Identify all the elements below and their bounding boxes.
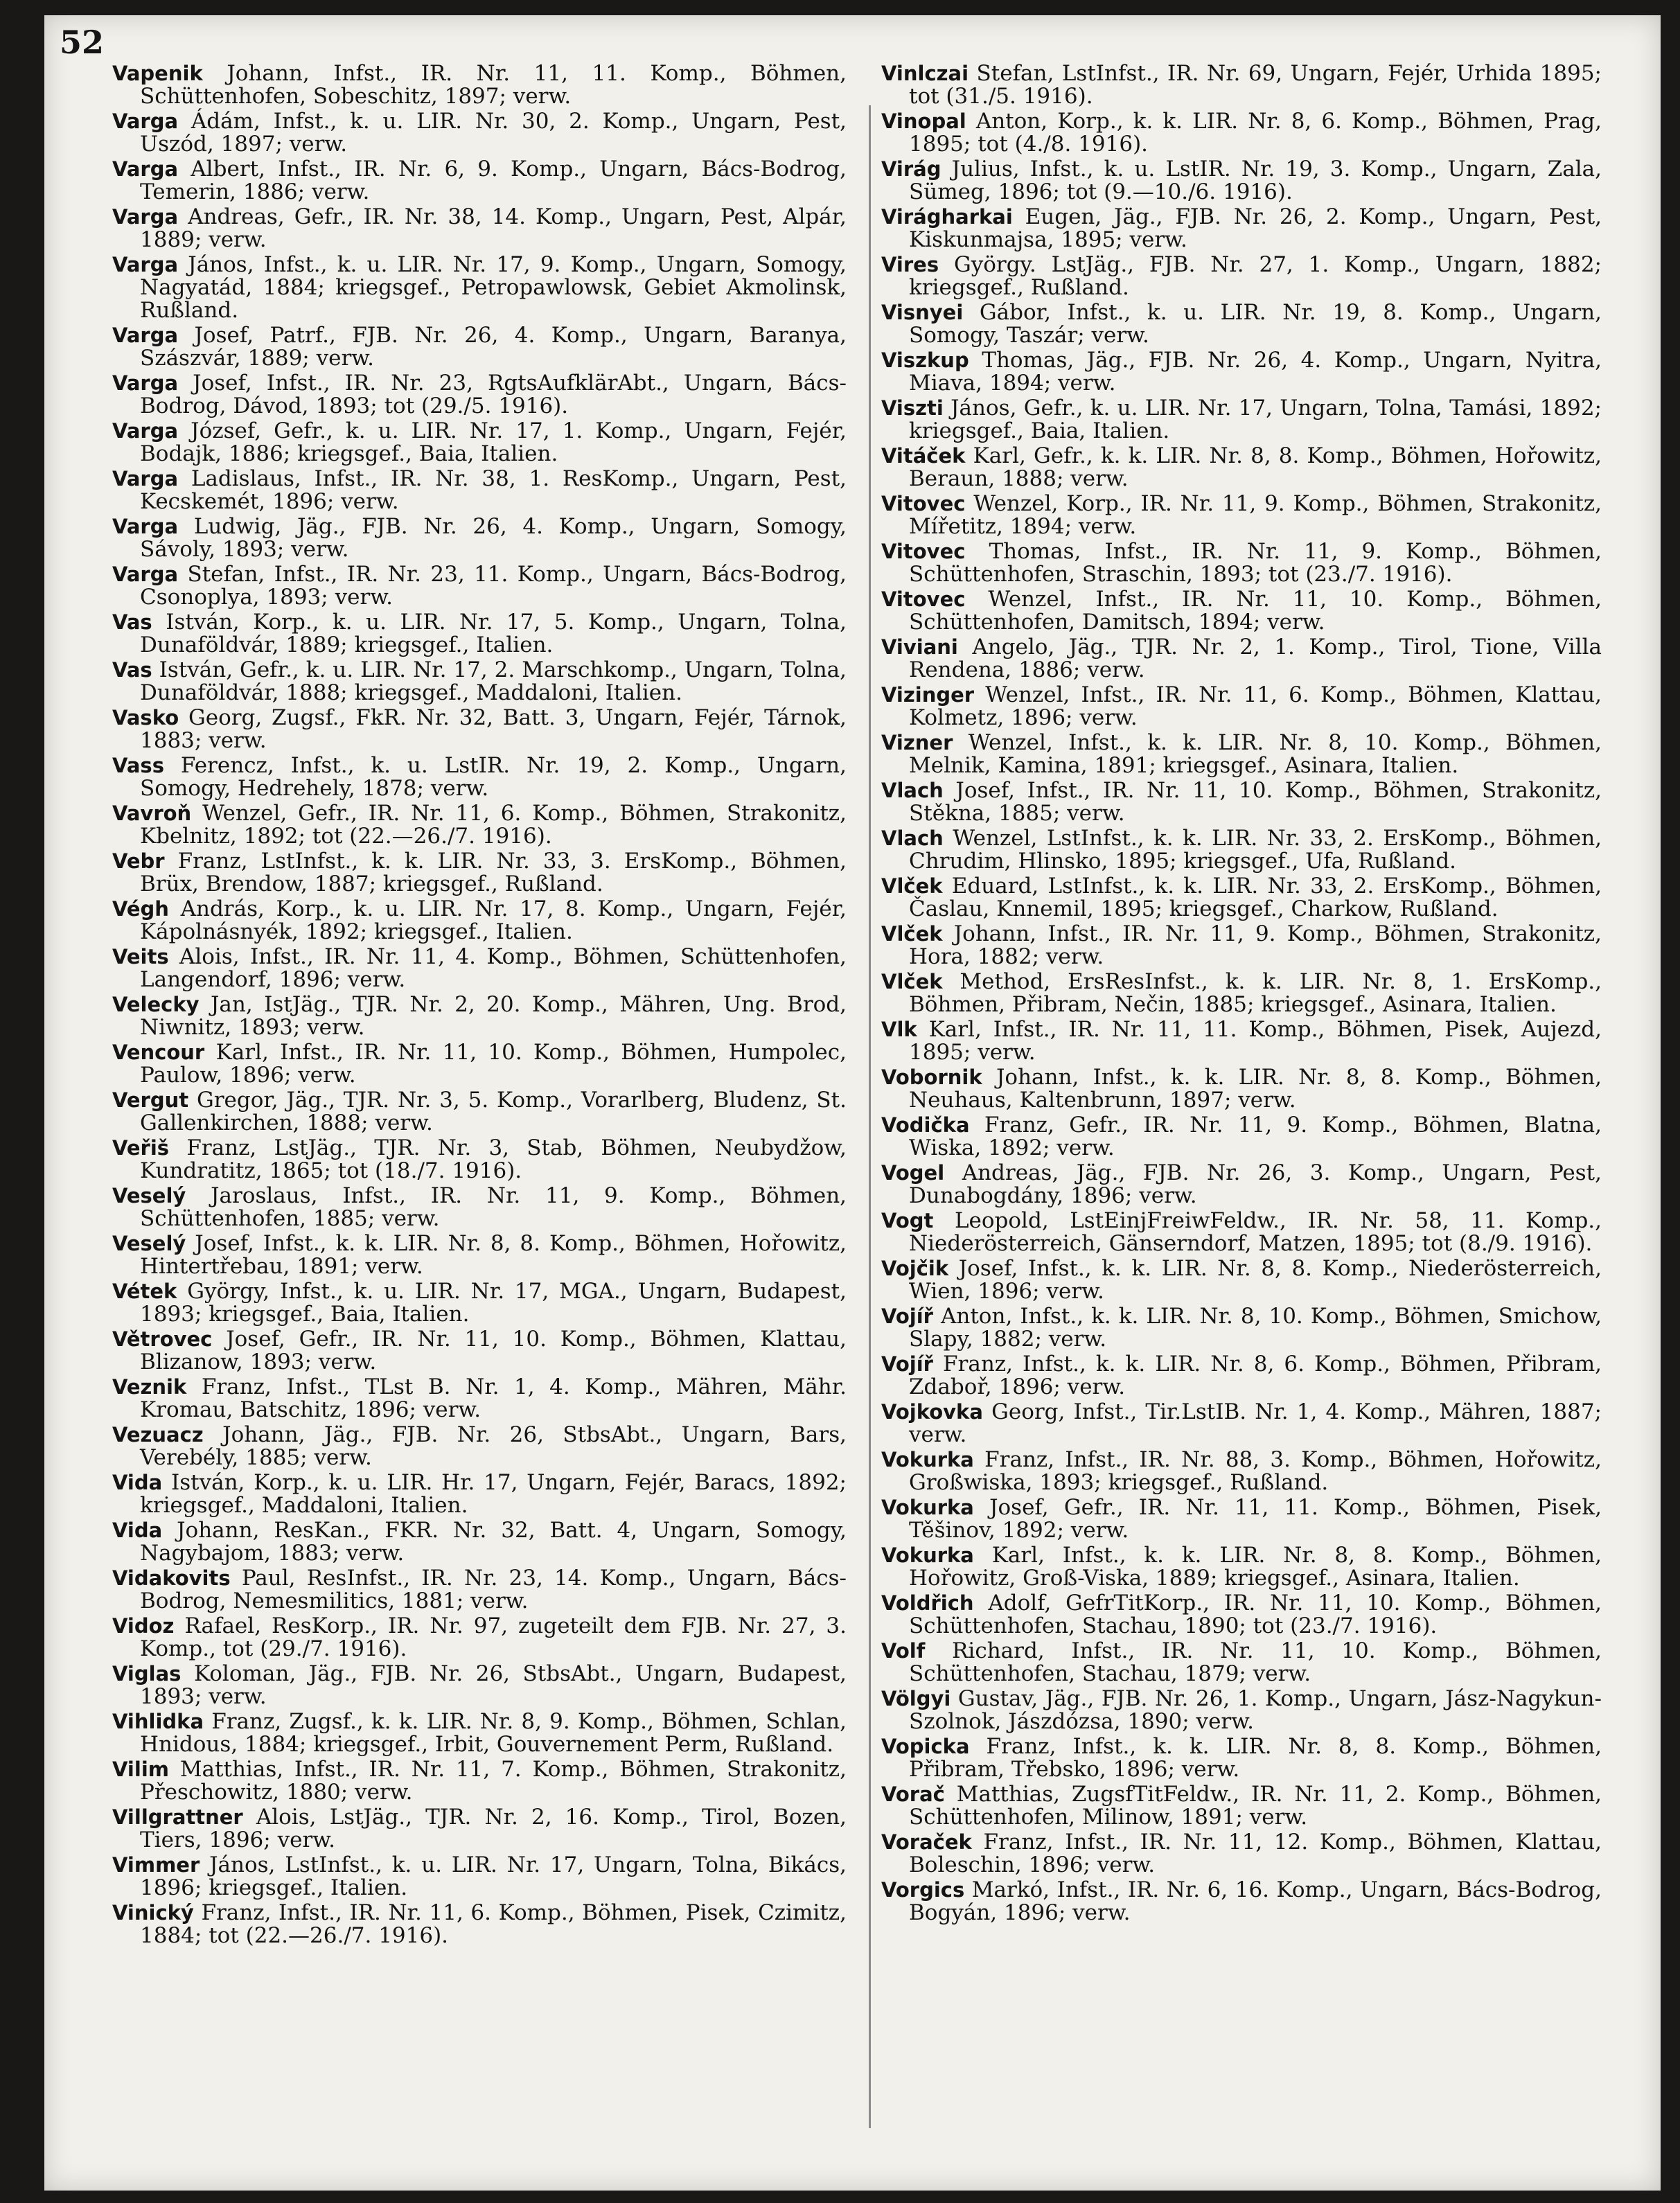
entry-surname: Vokurka bbox=[881, 1496, 974, 1519]
entry-details: József, Gefr., k. u. LIR. Nr. 17, 1. Komp., Ungarn, Fejér, Bodajk, 1886; kriegsgef., Baia, Italien. bbox=[140, 418, 847, 466]
entry-details: Koloman, Jäg., FJB. Nr. 26, StbsAbt., Ungarn, Budapest, 1893; verw. bbox=[140, 1661, 847, 1709]
entry-details: Matthias, ZugsfTitFeldw., IR. Nr. 11, 2. Komp., Böhmen, Schüttenhofen, Milinow, 1891; verw. bbox=[909, 1782, 1602, 1830]
register-entry bbox=[112, 110, 847, 156]
entry-surname: Vobornik bbox=[881, 1065, 982, 1089]
entry-surname: Varga bbox=[112, 205, 179, 229]
entry-details: Eduard, LstInfst., k. k. LIR. Nr. 33, 2. ErsKomp., Böhmen, Časlau, Knnemil, 1895; kriegsgef., Charkow, Rußland. bbox=[909, 874, 1602, 921]
entry-details: György. LstJäg., FJB. Nr. 27, 1. Komp., Ungarn, 1882; kriegsgef., Rußland. bbox=[909, 252, 1602, 300]
entry-details: Anton, Korp., k. k. LIR. Nr. 8, 6. Komp., Böhmen, Prag, 1895; tot (4./8. 1916). bbox=[909, 109, 1602, 157]
entry-details: Markó, Infst., IR. Nr. 6, 16. Komp., Ungarn, Bács-Bodrog, Bogyán, 1896; verw. bbox=[909, 1877, 1602, 1925]
entry-surname: Vogel bbox=[881, 1161, 945, 1185]
register-entry bbox=[112, 850, 847, 896]
register-entry bbox=[881, 732, 1602, 777]
register-entry bbox=[112, 1854, 847, 1900]
entry-surname: Vojíř bbox=[881, 1352, 933, 1376]
register-entry bbox=[881, 301, 1602, 347]
entry-details: György, Infst., k. u. LIR. Nr. 17, MGA., Ungarn, Budapest, 1893; kriegsgef., Baia, Italien. bbox=[140, 1279, 847, 1327]
entry-surname: Vidakovits bbox=[112, 1566, 231, 1590]
entry-details: Franz, Gefr., IR. Nr. 11, 9. Komp., Böhmen, Blatna, Wiska, 1892; verw. bbox=[909, 1113, 1602, 1160]
register-entry bbox=[112, 1376, 847, 1422]
entry-surname: Vorgics bbox=[881, 1878, 965, 1902]
entry-surname: Völgyi bbox=[881, 1687, 951, 1710]
entry-surname: Vinický bbox=[112, 1901, 194, 1925]
entry-surname: Veselý bbox=[112, 1184, 186, 1207]
register-entry bbox=[881, 827, 1602, 873]
entry-surname: Varga bbox=[112, 324, 179, 347]
entry-details: Franz, Zugsf., k. k. LIR. Nr. 8, 9. Komp., Böhmen, Schlan, Hnidous, 1884; kriegsgef., Irbit, Gouvernement Perm, Rußland. bbox=[140, 1709, 847, 1757]
entry-surname: Vilim bbox=[112, 1758, 169, 1781]
entry-details: Gregor, Jäg., TJR. Nr. 3, 5. Komp., Vorarlberg, Bludenz, St. Gallenkirchen, 1888; verw. bbox=[140, 1088, 847, 1135]
entry-details: Franz, Infst., IR. Nr. 88, 3. Komp., Böhmen, Hořowitz, Großwiska, 1893; kriegsgef., Rußland. bbox=[909, 1447, 1602, 1495]
entry-details: Method, ErsResInfst., k. k. LIR. Nr. 8, 1. ErsKomp., Böhmen, Přibram, Nečin, 1885; kriegsgef., Asinara, Italien. bbox=[909, 969, 1602, 1017]
entry-details: Josef, Infst., IR. Nr. 11, 10. Komp., Böhmen, Strakonitz, Stěkna, 1885; verw. bbox=[909, 778, 1602, 826]
register-entry bbox=[112, 158, 847, 204]
register-entry bbox=[112, 1280, 847, 1326]
register-entry bbox=[112, 206, 847, 251]
register-entry bbox=[881, 1066, 1602, 1112]
entry-details: Stefan, LstInfst., IR. Nr. 69, Ungarn, Fejér, Urhida 1895; tot (31./5. 1916). bbox=[909, 61, 1602, 109]
entry-details: István, Korp., k. u. LIR. Hr. 17, Ungarn, Fejér, Baracs, 1892; kriegsgef., Maddaloni, Italien. bbox=[140, 1470, 847, 1518]
entry-details: Gábor, Infst., k. u. LIR. Nr. 19, 8. Komp., Ungarn, Somogy, Taszár; verw. bbox=[909, 300, 1602, 348]
entry-details: Paul, ResInfst., IR. Nr. 23, 14. Komp., Ungarn, Bács-Bodrog, Nemesmilitics, 1881; verw. bbox=[140, 1566, 847, 1613]
column-divider bbox=[869, 105, 871, 2128]
register-entry bbox=[881, 1688, 1602, 1733]
entry-details: Johann, ResKan., FKR. Nr. 32, Batt. 4, Ungarn, Somogy, Nagybajom, 1883; verw. bbox=[140, 1518, 847, 1566]
register-entry bbox=[112, 1424, 847, 1469]
register-entry bbox=[881, 493, 1602, 538]
register-entry bbox=[112, 254, 847, 322]
entry-surname: Vidoz bbox=[112, 1614, 175, 1638]
entry-details: András, Korp., k. u. LIR. Nr. 17, 8. Komp., Ungarn, Fejér, Kápolnásnyék, 1892; kriegsgef., Italien. bbox=[140, 896, 847, 944]
entry-surname: Veits bbox=[112, 945, 169, 968]
entry-details: Karl, Gefr., k. k. LIR. Nr. 8, 8. Komp., Böhmen, Hořowitz, Beraun, 1888; verw. bbox=[909, 443, 1602, 491]
entry-details: Angelo, Jäg., TJR. Nr. 2, 1. Komp., Tirol, Tione, Villa Rendena, 1886; verw. bbox=[909, 635, 1602, 682]
entry-details: Karl, Infst., IR. Nr. 11, 11. Komp., Böhmen, Pisek, Aujezd, 1895; verw. bbox=[909, 1017, 1602, 1065]
register-entry bbox=[112, 754, 847, 800]
entry-surname: Vopicka bbox=[881, 1735, 970, 1758]
entry-surname: Varga bbox=[112, 515, 179, 538]
register-entry bbox=[881, 875, 1602, 921]
entry-details: Karl, Infst., IR. Nr. 11, 10. Komp., Böhmen, Humpolec, Paulow, 1896; verw. bbox=[140, 1040, 847, 1088]
entry-surname: Voldřich bbox=[881, 1591, 974, 1615]
entry-surname: Velecky bbox=[112, 993, 200, 1016]
right-column bbox=[881, 62, 1602, 1927]
entry-details: Georg, Zugsf., FkR. Nr. 32, Batt. 3, Ungarn, Fejér, Tárnok, 1883; verw. bbox=[140, 705, 847, 753]
register-entry bbox=[881, 445, 1602, 490]
entry-surname: Vojíř bbox=[881, 1304, 933, 1328]
entry-details: Wenzel, Infst., IR. Nr. 11, 10. Komp., Böhmen, Schüttenhofen, Damitsch, 1894; verw. bbox=[909, 587, 1602, 635]
entry-details: Wenzel, Korp., IR. Nr. 11, 9. Komp., Böhmen, Strakonitz, Mířetitz, 1894; verw. bbox=[909, 491, 1602, 539]
document-page bbox=[44, 15, 1661, 2191]
entry-details: Georg, Infst., Tir.LstIB. Nr. 1, 4. Komp., Mähren, 1887; verw. bbox=[909, 1399, 1602, 1447]
entry-surname: Veselý bbox=[112, 1232, 186, 1255]
register-entry bbox=[112, 1663, 847, 1708]
entry-surname: Villgrattner bbox=[112, 1805, 243, 1829]
entry-details: Johann, Infst., IR. Nr. 11, 9. Komp., Böhmen, Strakonitz, Hora, 1882; verw. bbox=[909, 921, 1602, 969]
register-entry bbox=[112, 372, 847, 418]
entry-surname: Vizinger bbox=[881, 683, 975, 707]
entry-details: Johann, Infst., IR. Nr. 11, 11. Komp., Böhmen, Schüttenhofen, Sobeschitz, 1897; verw. bbox=[140, 61, 847, 109]
entry-details: Franz, Infst., k. k. LIR. Nr. 8, 6. Komp., Böhmen, Přibram, Zdaboř, 1896; verw. bbox=[909, 1352, 1602, 1399]
entry-surname: Vlach bbox=[881, 779, 944, 802]
register-entry bbox=[112, 1902, 847, 1947]
register-entry bbox=[112, 1471, 847, 1517]
entry-details: Wenzel, Infst., k. k. LIR. Nr. 8, 10. Komp., Böhmen, Melnik, Kamina, 1891; kriegsgef., Asinara, Italien. bbox=[909, 730, 1602, 778]
entry-surname: Viszkup bbox=[881, 348, 969, 372]
entry-surname: Virág bbox=[881, 157, 941, 181]
register-entry bbox=[112, 1041, 847, 1087]
entry-surname: Vinopal bbox=[881, 109, 966, 133]
entry-surname: Varga bbox=[112, 419, 179, 443]
entry-surname: Vitovec bbox=[881, 540, 966, 563]
entry-details: János, Gefr., k. u. LIR. Nr. 17, Ungarn, Tolna, Tamási, 1892; kriegsgef., Baia, Italien. bbox=[909, 396, 1602, 443]
entry-details: Franz, Infst., IR. Nr. 11, 6. Komp., Böhmen, Pisek, Czimitz, 1884; tot (22.—26./7. 1916). bbox=[140, 1900, 847, 1948]
register-entry bbox=[881, 1401, 1602, 1446]
entry-surname: Vezuacz bbox=[112, 1423, 204, 1446]
register-entry bbox=[881, 1640, 1602, 1686]
entry-surname: Vapenik bbox=[112, 62, 203, 85]
entry-surname: Viszti bbox=[881, 396, 944, 420]
register-entry bbox=[881, 397, 1602, 443]
entry-details: Josef, Patrf., FJB. Nr. 26, 4. Komp., Ungarn, Baranya, Szászvár, 1889; verw. bbox=[140, 323, 847, 371]
entry-details: Eugen, Jäg., FJB. Nr. 26, 2. Komp., Ungarn, Pest, Kiskunmajsa, 1895; verw. bbox=[909, 204, 1602, 252]
entry-surname: Vlček bbox=[881, 970, 943, 993]
entry-details: Gustav, Jäg., FJB. Nr. 26, 1. Komp., Ungarn, Jász-Nagykun-Szolnok, Jászdózsa, 1890; verw. bbox=[909, 1686, 1602, 1734]
register-entry bbox=[112, 420, 847, 466]
entry-details: Matthias, Infst., IR. Nr. 11, 7. Komp., Böhmen, Strakonitz, Přeschowitz, 1880; verw. bbox=[140, 1757, 847, 1805]
entry-details: Ludwig, Jäg., FJB. Nr. 26, 4. Komp., Ungarn, Somogy, Sávoly, 1893; verw. bbox=[140, 514, 847, 562]
entry-details: Wenzel, Gefr., IR. Nr. 11, 6. Komp., Böhmen, Strakonitz, Kbelnitz, 1892; tot (22.—26./7. 1916). bbox=[140, 801, 847, 849]
entry-details: Andreas, Jäg., FJB. Nr. 26, 3. Komp., Ungarn, Pest, Dunabogdány, 1896; verw. bbox=[909, 1160, 1602, 1208]
register-entry bbox=[112, 946, 847, 991]
entry-surname: Vas bbox=[112, 658, 152, 682]
register-entry bbox=[881, 1257, 1602, 1303]
entry-surname: Vlach bbox=[881, 826, 944, 850]
entry-surname: Viglas bbox=[112, 1662, 182, 1686]
entry-details: Leopold, LstEinjFreiwFeldw., IR. Nr. 58, 11. Komp., Niederösterreich, Gänserndorf, Matzen, 1895; tot (8./9. 1916). bbox=[909, 1208, 1602, 1256]
register-entry bbox=[881, 1879, 1602, 1925]
register-entry bbox=[881, 1783, 1602, 1829]
entry-details: Andreas, Gefr., IR. Nr. 38, 14. Komp., Ungarn, Pest, Alpár, 1889; verw. bbox=[140, 204, 847, 252]
register-entry bbox=[881, 1114, 1602, 1160]
entry-surname: Vétek bbox=[112, 1280, 177, 1303]
entry-details: Franz, Infst., IR. Nr. 11, 12. Komp., Böhmen, Klattau, Boleschin, 1896; verw. bbox=[909, 1830, 1602, 1877]
register-entry bbox=[881, 254, 1602, 299]
register-entry bbox=[112, 802, 847, 848]
entry-surname: Viviani bbox=[881, 635, 958, 659]
register-entry bbox=[881, 1449, 1602, 1494]
page-number: 52 bbox=[60, 24, 105, 61]
register-entry bbox=[881, 1210, 1602, 1255]
register-entry bbox=[112, 898, 847, 944]
entry-surname: Vebr bbox=[112, 849, 165, 873]
entry-surname: Vokurka bbox=[881, 1448, 974, 1471]
entry-surname: Vlček bbox=[881, 922, 943, 946]
entry-surname: Vlček bbox=[881, 874, 943, 898]
register-entry bbox=[881, 540, 1602, 586]
entry-details: Jaroslaus, Infst., IR. Nr. 11, 9. Komp., Böhmen, Schüttenhofen, 1885; verw. bbox=[140, 1183, 847, 1231]
entry-surname: Vavroň bbox=[112, 802, 192, 825]
register-entry bbox=[881, 971, 1602, 1016]
register-entry bbox=[112, 1758, 847, 1804]
entry-surname: Vida bbox=[112, 1519, 163, 1542]
register-entry bbox=[112, 1519, 847, 1565]
entry-details: Wenzel, LstInfst., k. k. LIR. Nr. 33, 2. ErsKomp., Böhmen, Chrudim, Hlinsko, 1895; kriegsgef., Ufa, Rußland. bbox=[909, 826, 1602, 874]
register-entry bbox=[112, 1710, 847, 1756]
entry-surname: Vojkovka bbox=[881, 1400, 983, 1424]
entry-surname: Vogt bbox=[881, 1209, 934, 1232]
entry-details: Josef, Infst., k. k. LIR. Nr. 8, 8. Komp., Niederösterreich, Wien, 1896; verw. bbox=[909, 1256, 1602, 1304]
register-entry bbox=[881, 1353, 1602, 1399]
register-entry bbox=[881, 1831, 1602, 1877]
entry-surname: Virágharkai bbox=[881, 205, 1013, 229]
register-entry bbox=[881, 1496, 1602, 1542]
register-entry bbox=[881, 1735, 1602, 1781]
entry-details: Julius, Infst., k. u. LstIR. Nr. 19, 3. Komp., Ungarn, Zala, Sümeg, 1896; tot (9.—10./6. 1916). bbox=[909, 157, 1602, 204]
entry-details: István, Gefr., k. u. LIR. Nr. 17, 2. Marschkomp., Ungarn, Tolna, Dunaföldvár, 1888; kriegsgef., Maddaloni, Italien. bbox=[140, 657, 847, 705]
entry-surname: Voraček bbox=[881, 1830, 972, 1854]
entry-surname: Varga bbox=[112, 157, 179, 181]
entry-details: Albert, Infst., IR. Nr. 6, 9. Komp., Ungarn, Bács-Bodrog, Temerin, 1886; verw. bbox=[140, 157, 847, 204]
entry-surname: Vass bbox=[112, 754, 164, 777]
entry-details: Josef, Infst., k. k. LIR. Nr. 8, 8. Komp., Böhmen, Hořowitz, Hintertřebau, 1891; verw. bbox=[140, 1231, 847, 1279]
entry-surname: Varga bbox=[112, 563, 179, 586]
entry-details: Johann, Infst., k. k. LIR. Nr. 8, 8. Komp., Böhmen, Neuhaus, Kaltenbrunn, 1897; verw. bbox=[909, 1065, 1602, 1113]
entry-surname: Vlk bbox=[881, 1018, 917, 1041]
entry-details: Josef, Gefr., IR. Nr. 11, 10. Komp., Böhmen, Klattau, Blizanow, 1893; verw. bbox=[140, 1327, 847, 1374]
entry-surname: Vodička bbox=[881, 1113, 970, 1137]
register-entry bbox=[112, 1328, 847, 1374]
entry-details: Johann, Jäg., FJB. Nr. 26, StbsAbt., Ungarn, Bars, Verebély, 1885; verw. bbox=[140, 1422, 847, 1470]
entry-details: Jan, IstJäg., TJR. Nr. 2, 20. Komp., Mähren, Ung. Brod, Niwnitz, 1893; verw. bbox=[140, 992, 847, 1040]
entry-details: Franz, LstJäg., TJR. Nr. 3, Stab, Böhmen, Neubydžow, Kundratitz, 1865; tot (18./7. 1916). bbox=[140, 1135, 847, 1183]
register-entry bbox=[112, 659, 847, 705]
entry-surname: Varga bbox=[112, 371, 179, 395]
register-entry bbox=[112, 1137, 847, 1183]
entry-details: Alois, LstJäg., TJR. Nr. 2, 16. Komp., Tirol, Bozen, Tiers, 1896; verw. bbox=[140, 1805, 847, 1852]
register-entry bbox=[112, 515, 847, 561]
entry-surname: Vas bbox=[112, 610, 152, 634]
entry-details: Franz, Infst., k. k. LIR. Nr. 8, 8. Komp., Böhmen, Přibram, Třebsko, 1896; verw. bbox=[909, 1734, 1602, 1782]
left-column bbox=[112, 62, 847, 1949]
entry-details: Wenzel, Infst., IR. Nr. 11, 6. Komp., Böhmen, Klattau, Kolmetz, 1896; verw. bbox=[909, 682, 1602, 730]
entry-surname: Vitáček bbox=[881, 444, 966, 468]
register-entry bbox=[112, 611, 847, 657]
entry-surname: Vimmer bbox=[112, 1853, 200, 1877]
register-entry bbox=[881, 62, 1602, 108]
register-entry bbox=[112, 1806, 847, 1852]
register-entry bbox=[112, 707, 847, 752]
register-entry bbox=[112, 1089, 847, 1135]
entry-surname: Varga bbox=[112, 253, 179, 276]
entry-details: János, Infst., k. u. LIR. Nr. 17, 9. Komp., Ungarn, Somogy, Nagyatád, 1884; kriegsgef., Petropawlowsk, Gebiet Akmolinsk, Rußland. bbox=[140, 252, 847, 323]
register-entry bbox=[112, 324, 847, 370]
register-entry bbox=[881, 1018, 1602, 1064]
entry-surname: Vitovec bbox=[881, 587, 966, 611]
entry-details: Ladislaus, Infst., IR. Nr. 38, 1. ResKomp., Ungarn, Pest, Kecskemét, 1896; verw. bbox=[140, 466, 847, 514]
entry-details: Franz, Infst., TLst B. Nr. 1, 4. Komp., Mähren, Mähr. Kromau, Batschitz, 1896; verw. bbox=[140, 1374, 847, 1422]
entry-details: Thomas, Jäg., FJB. Nr. 26, 4. Komp., Ungarn, Nyitra, Miava, 1894; verw. bbox=[909, 348, 1602, 396]
register-entry bbox=[881, 588, 1602, 634]
entry-surname: Vergut bbox=[112, 1088, 189, 1112]
register-entry bbox=[112, 563, 847, 609]
entry-details: Josef, Infst., IR. Nr. 23, RgtsAufklärAbt., Ungarn, Bács-Bodrog, Dávod, 1893; tot (29./5. 1916). bbox=[140, 371, 847, 418]
entry-surname: Visnyei bbox=[881, 301, 964, 324]
register-entry bbox=[881, 923, 1602, 968]
entry-details: Thomas, Infst., IR. Nr. 11, 9. Komp., Böhmen, Schüttenhofen, Straschin, 1893; tot (23./7. 1916). bbox=[909, 539, 1602, 587]
entry-details: Stefan, Infst., IR. Nr. 23, 11. Komp., Ungarn, Bács-Bodrog, Csonoplya, 1893; verw. bbox=[140, 562, 847, 610]
entry-details: Rafael, ResKorp., IR. Nr. 97, zugeteilt dem FJB. Nr. 27, 3. Komp., tot (29./7. 1916). bbox=[140, 1613, 847, 1661]
entry-details: István, Korp., k. u. LIR. Nr. 17, 5. Komp., Ungarn, Tolna, Dunaföldvár, 1889; kriegsgef., Italien. bbox=[140, 610, 847, 657]
entry-details: Josef, Gefr., IR. Nr. 11, 11. Komp., Böhmen, Pisek, Těšinov, 1892; verw. bbox=[909, 1495, 1602, 1543]
register-entry bbox=[881, 206, 1602, 251]
register-entry bbox=[881, 1162, 1602, 1207]
entry-surname: Varga bbox=[112, 109, 179, 133]
register-entry bbox=[881, 349, 1602, 395]
entry-details: Anton, Infst., k. k. LIR. Nr. 8, 10. Komp., Böhmen, Smichow, Slapy, 1882; verw. bbox=[909, 1304, 1602, 1352]
entry-surname: Větrovec bbox=[112, 1327, 213, 1351]
entry-surname: Vasko bbox=[112, 706, 179, 729]
register-entry bbox=[112, 1567, 847, 1613]
entry-surname: Varga bbox=[112, 467, 179, 490]
entry-details: Richard, Infst., IR. Nr. 11, 10. Komp., Böhmen, Schüttenhofen, Stachau, 1879; verw. bbox=[909, 1638, 1602, 1686]
register-entry bbox=[881, 1305, 1602, 1351]
register-entry bbox=[112, 468, 847, 513]
entry-surname: Vires bbox=[881, 253, 939, 276]
register-entry bbox=[881, 110, 1602, 156]
entry-details: Adolf, GefrTitKorp., IR. Nr. 11, 10. Komp., Böhmen, Schüttenhofen, Stachau, 1890; tot (23./7. 1916). bbox=[909, 1591, 1602, 1638]
register-entry bbox=[881, 1592, 1602, 1638]
entry-details: Franz, LstInfst., k. k. LIR. Nr. 33, 3. ErsKomp., Böhmen, Brüx, Brendow, 1887; kriegsgef., Rußland. bbox=[140, 849, 847, 896]
entry-surname: Vojčik bbox=[881, 1257, 949, 1280]
entry-surname: Vida bbox=[112, 1471, 163, 1494]
entry-surname: Volf bbox=[881, 1639, 926, 1663]
register-entry bbox=[881, 636, 1602, 682]
register-entry bbox=[881, 779, 1602, 825]
register-entry bbox=[112, 993, 847, 1039]
entry-surname: Vihlidka bbox=[112, 1710, 204, 1733]
entry-surname: Veznik bbox=[112, 1375, 187, 1399]
register-entry bbox=[112, 62, 847, 108]
register-entry bbox=[112, 1185, 847, 1230]
entry-surname: Vinlczai bbox=[881, 62, 969, 85]
register-entry bbox=[881, 1544, 1602, 1590]
register-entry bbox=[112, 1232, 847, 1278]
entry-details: Ádám, Infst., k. u. LIR. Nr. 30, 2. Komp., Ungarn, Pest, Uszód, 1897; verw. bbox=[140, 109, 847, 157]
entry-surname: Végh bbox=[112, 897, 169, 921]
entry-details: János, LstInfst., k. u. LIR. Nr. 17, Ungarn, Tolna, Bikács, 1896; kriegsgef., Italien. bbox=[140, 1852, 847, 1900]
entry-surname: Vorač bbox=[881, 1782, 945, 1806]
entry-surname: Vitovec bbox=[881, 492, 966, 515]
entry-details: Karl, Infst., k. k. LIR. Nr. 8, 8. Komp., Böhmen, Hořowitz, Groß-Viska, 1889; kriegsgef., Asinara, Italien. bbox=[909, 1543, 1602, 1591]
entry-surname: Veřiš bbox=[112, 1136, 170, 1160]
entry-surname: Vencour bbox=[112, 1041, 205, 1064]
register-entry bbox=[881, 158, 1602, 204]
entry-details: Ferencz, Infst., k. u. LstIR. Nr. 19, 2. Komp., Ungarn, Somogy, Hedrehely, 1878; verw. bbox=[140, 753, 847, 801]
register-entry bbox=[881, 684, 1602, 729]
entry-details: Alois, Infst., IR. Nr. 11, 4. Komp., Böhmen, Schüttenhofen, Langendorf, 1896; verw. bbox=[140, 944, 847, 992]
entry-surname: Vokurka bbox=[881, 1543, 974, 1567]
entry-surname: Vizner bbox=[881, 731, 953, 754]
register-entry bbox=[112, 1615, 847, 1661]
